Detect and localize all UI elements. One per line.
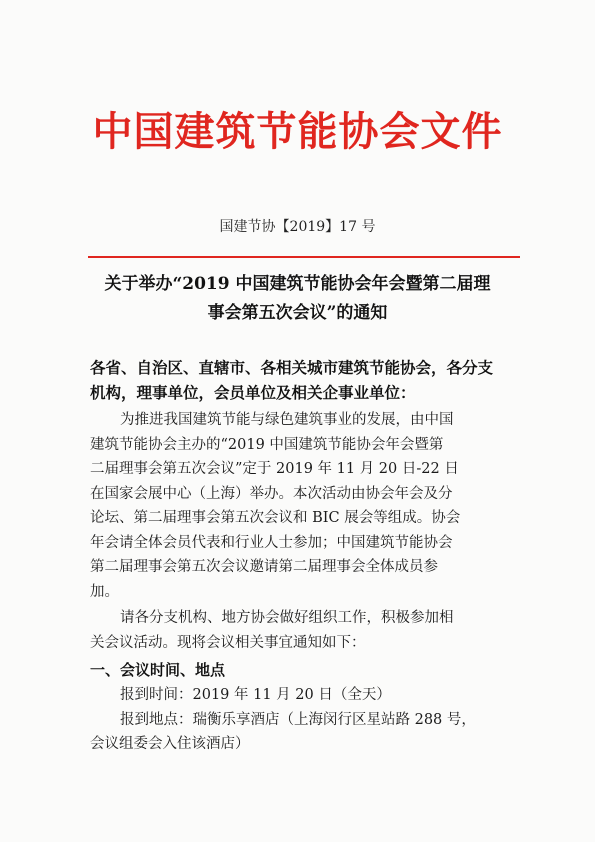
paragraph-line: 在国家会展中心（上海）举办。本次活动由协会年会及分 [90,485,453,502]
subject-line: 事会第五次会议”的通知 [207,303,388,323]
paragraph-line: 为推进我国建筑节能与绿色建筑事业的发展，由中国 [120,412,454,428]
addressee-line: 各省、自治区、直辖市、各相关城市建筑节能协会，各分支 [90,359,494,377]
section-heading-time-location: 一、会议时间、地点 [90,661,226,679]
paragraph-line: 加。 [90,583,119,600]
red-divider-line [88,256,520,258]
item-checkin-location-cont: 会议组委会入住该酒店） [90,736,250,752]
paragraph-request [90,606,520,655]
paragraph-line: 关会议活动。现将会议相关事宜通知如下： [90,634,366,651]
paragraph-line: 第二届理事会第五次会议邀请第二届理事会全体成员参 [90,559,438,575]
addressee-line: 机构，理事单位，会员单位及相关企事业单位： [90,384,416,402]
addressee [90,356,520,406]
paragraph-line: 建筑节能协会主办的“2019 中国建筑节能协会年会暨第 [90,436,444,453]
letterhead-title: 中国建筑节能协会文件 [92,109,503,155]
subject-line: 关于举办“2019 中国建筑节能协会年会暨第二届理 [104,274,491,294]
document-number: 国建节协【2019】17 号 [219,219,376,235]
paragraph-line: 年会请全体会员代表和行业人士参加；中国建筑节能协会 [90,534,453,551]
notice-subject [60,270,535,328]
paragraph-line: 请各分支机构、地方协会做好组织工作，积极参加相 [120,610,454,626]
paragraph-intro [90,408,520,604]
section-items [90,683,520,757]
paragraph-line: 论坛、第二届理事会第五次会议和 BIC 展会等组成。协会 [90,510,461,526]
item-checkin-location: 报到地点：瑞衡乐享酒店（上海闵行区星站路 288 号， [120,711,476,728]
paragraph-line: 二届理事会第五次会议”定于 2019 年 11 月 20 日-22 日 [90,461,459,477]
item-checkin-time: 报到时间：2019 年 11 月 20 日（全天） [120,687,391,703]
